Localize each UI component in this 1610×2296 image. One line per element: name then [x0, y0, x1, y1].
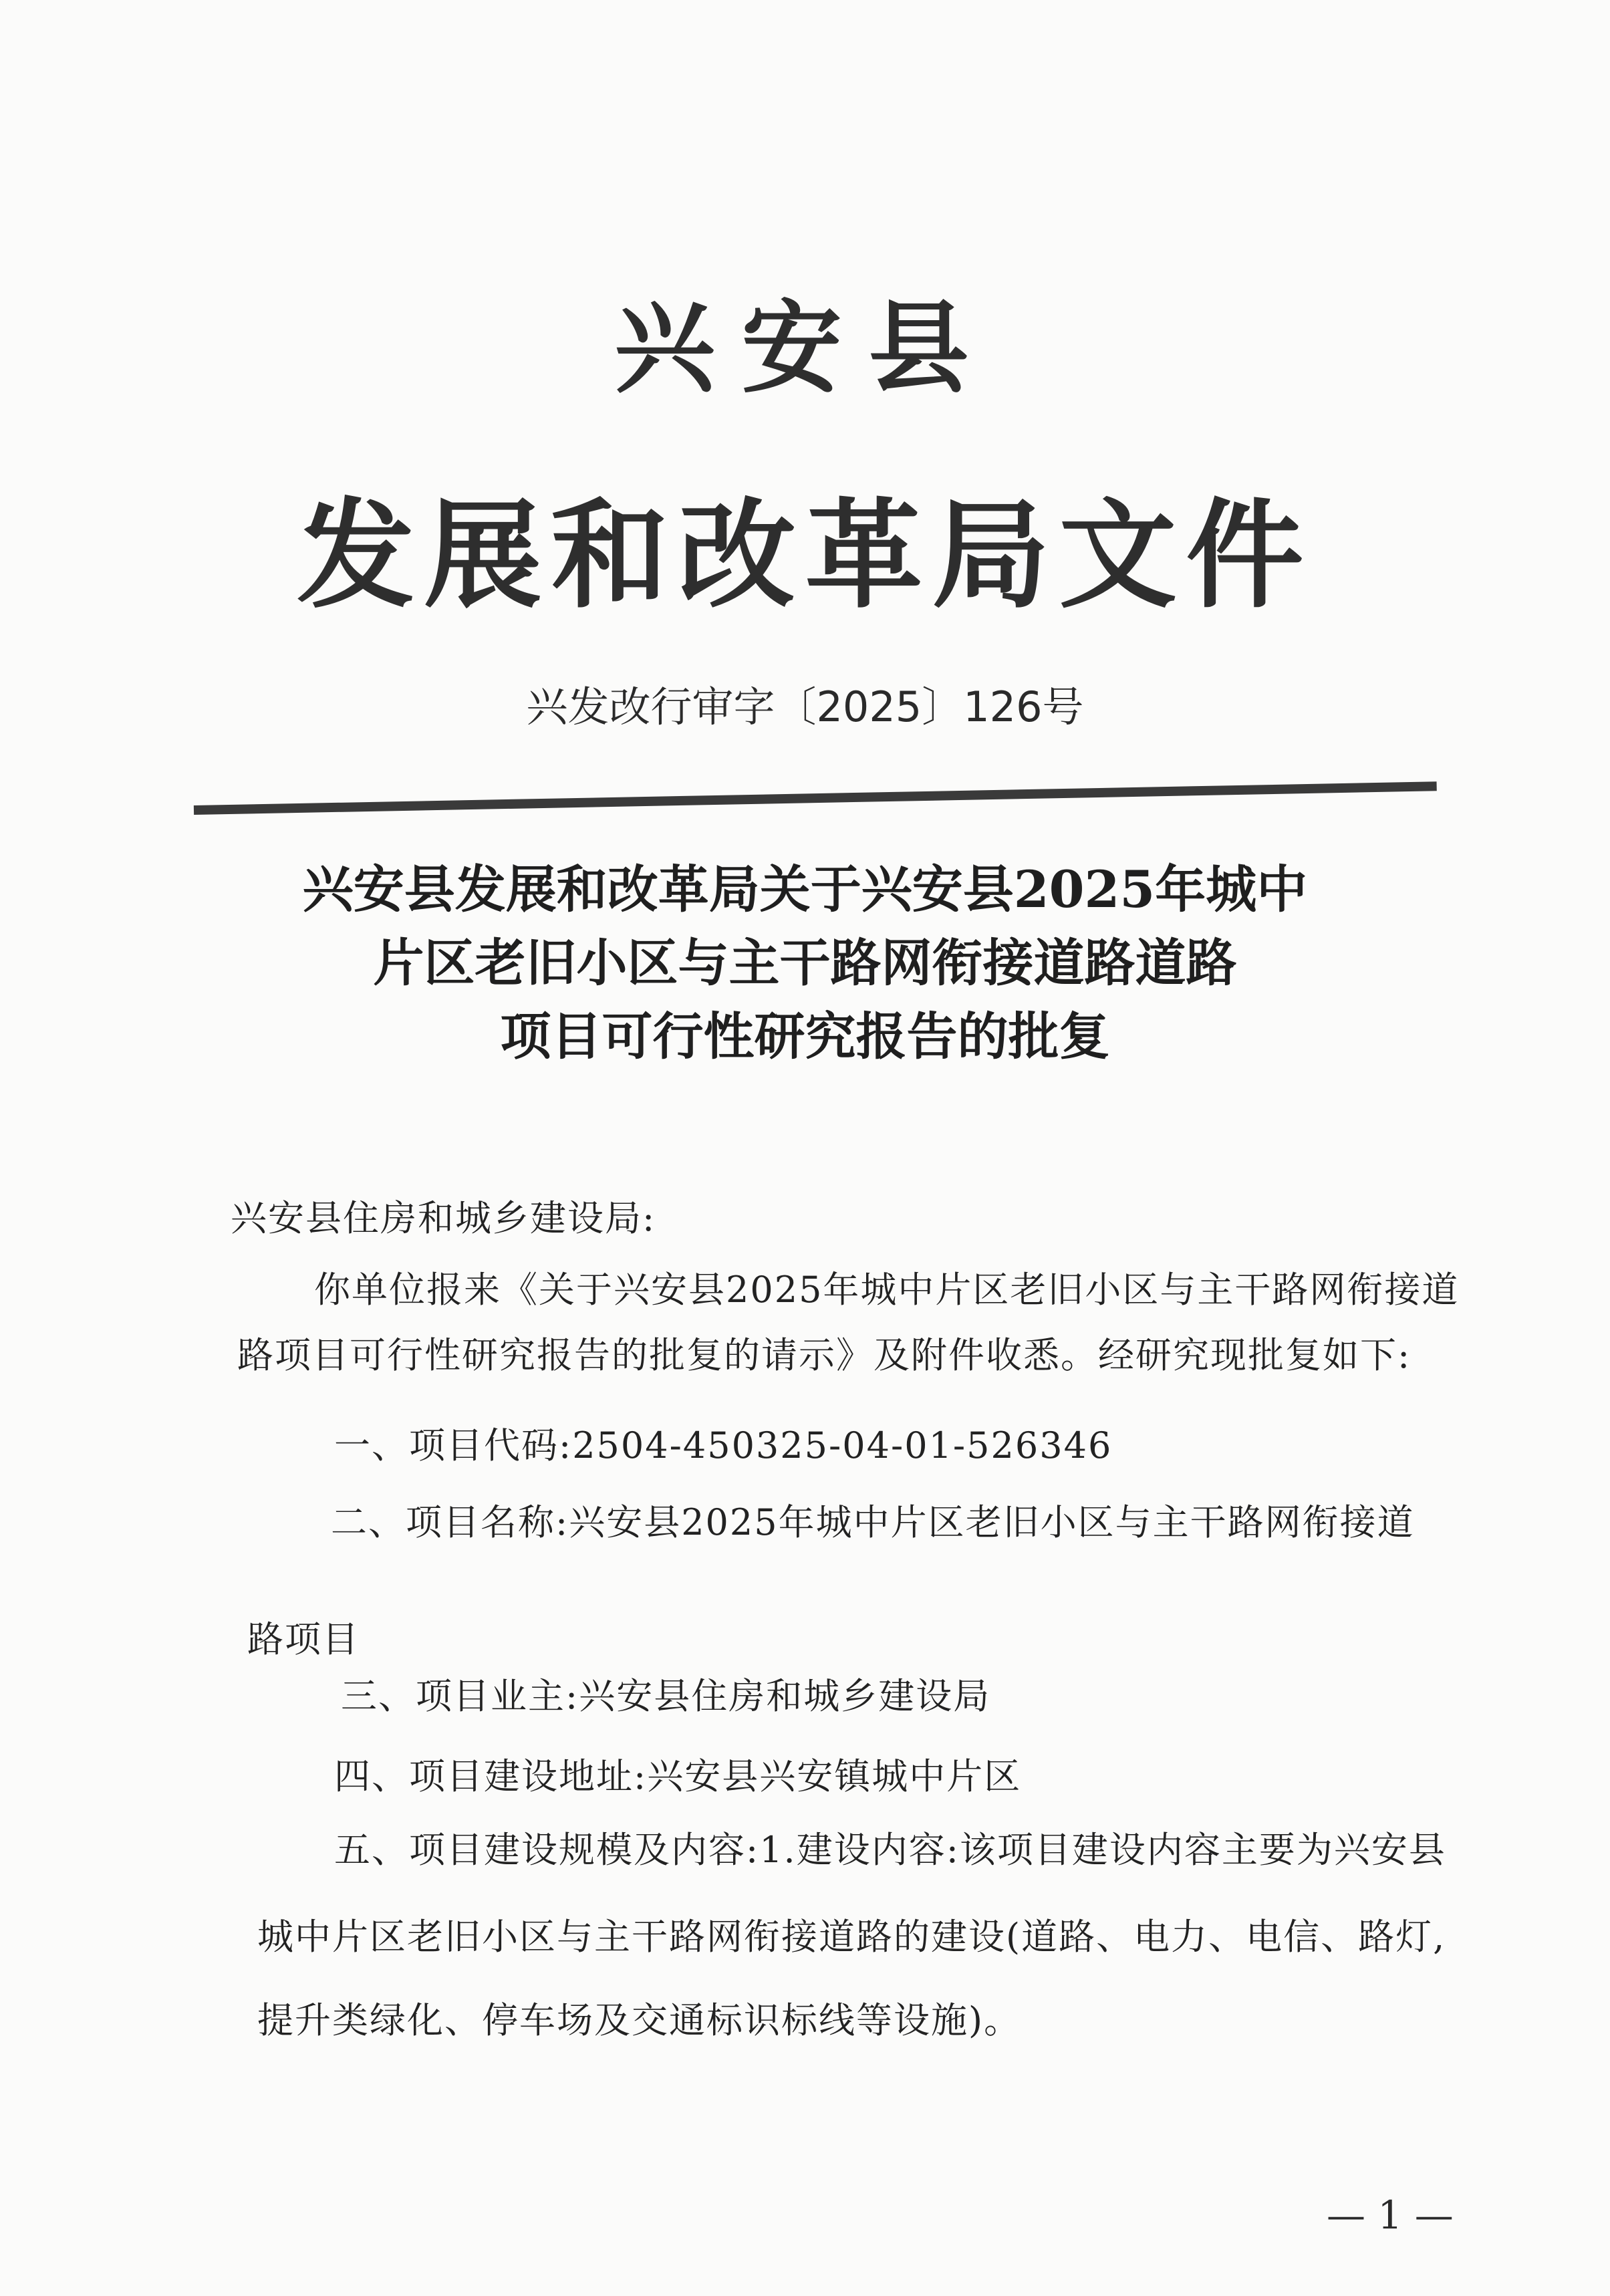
item-project-name-line1: 二、项目名称:兴安县2025年城中片区老旧小区与主干路网衔接道: [331, 1501, 1415, 1543]
document-title-line2: 片区老旧小区与主干路网衔接道路道路: [373, 933, 1237, 993]
item-scope-line1: 五、项目建设规模及内容:1.建设内容:该项目建设内容主要为兴安县: [334, 1829, 1446, 1871]
item-scope-line3: 提升类绿化、停车场及交通标识标线等设施)。: [257, 1999, 1022, 2041]
addressee: 兴安县住房和城乡建设局:: [231, 1197, 656, 1239]
item-project-owner: 三、项目业主:兴安县住房和城乡建设局: [341, 1675, 991, 1717]
paragraph-1-line1: 你单位报来《关于兴安县2025年城中片区老旧小区与主干路网衔接道: [314, 1269, 1460, 1311]
agency-name-line2: 发展和改革局文件: [297, 486, 1313, 624]
document-number: 兴发改行审字〔2025〕126号: [526, 682, 1084, 731]
item-scope-line2: 城中片区老旧小区与主干路网衔接道路的建设(道路、电力、电信、路灯,: [257, 1916, 1446, 1958]
item-project-code: 一、项目代码:2504-450325-04-01-526346: [334, 1424, 1113, 1466]
document-title-line1: 兴安县发展和改革局关于兴安县2025年城中: [302, 860, 1308, 919]
header-divider: [194, 781, 1437, 815]
page-number: — 1 —: [1327, 2192, 1454, 2238]
document-title-line3: 项目可行性研究报告的批复: [500, 1007, 1110, 1066]
paragraph-1-line2: 路项目可行性研究报告的批复的请示》及附件收悉。经研究现批复如下:: [237, 1334, 1412, 1376]
agency-name-line1: 兴安县: [614, 289, 996, 407]
item-project-address: 四、项目建设地址:兴安县兴安镇城中片区: [334, 1755, 1022, 1797]
item-project-name-line2: 路项目: [247, 1618, 360, 1660]
